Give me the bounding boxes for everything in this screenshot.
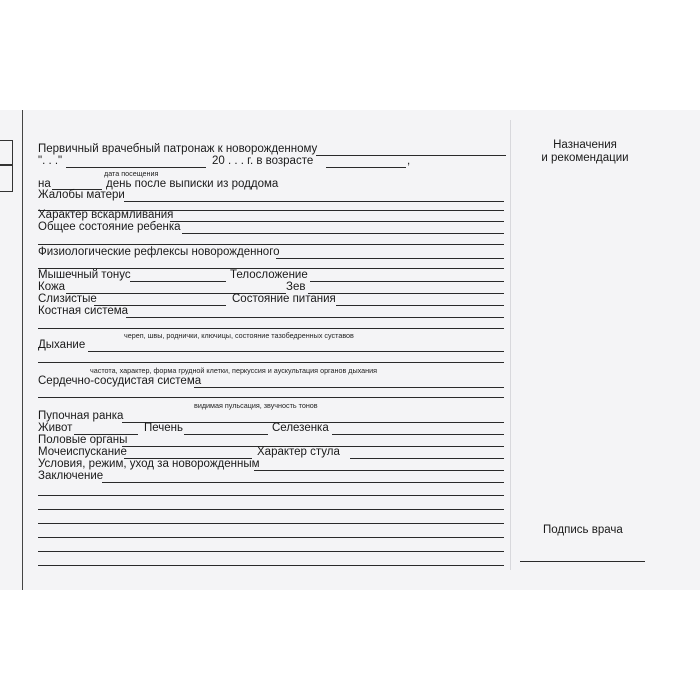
- age-line[interactable]: [326, 167, 406, 168]
- umbilical-label: Пупочная ранка: [38, 410, 124, 422]
- conclusion-line-6[interactable]: [38, 551, 504, 552]
- liver-line[interactable]: [184, 434, 268, 435]
- bone-system-label: Костная система: [38, 305, 129, 317]
- general-state-line-2[interactable]: [38, 244, 504, 245]
- bone-system-hint: череп, швы, роднички, ключицы, состояние тазобедренных суставов: [124, 331, 354, 340]
- breathing-label: Дыхание: [38, 339, 86, 351]
- signature-line: [520, 561, 645, 562]
- date-quote: ". . .": [38, 155, 63, 167]
- complaints-line[interactable]: [124, 201, 504, 202]
- conclusion-line-5[interactable]: [38, 537, 504, 538]
- conclusion-line-3[interactable]: [38, 509, 504, 510]
- spleen-label: Селезенка: [272, 422, 329, 434]
- reflexes-line[interactable]: [276, 258, 504, 259]
- throat-line[interactable]: [308, 293, 504, 294]
- conclusion-line-4[interactable]: [38, 523, 504, 524]
- mucosa-label: Слизистые: [38, 293, 97, 305]
- bone-system-line-2[interactable]: [38, 328, 504, 329]
- build-label: Телосложение: [230, 269, 308, 281]
- left-table-stub: [0, 140, 13, 166]
- nutrition-label: Состояние питания: [232, 293, 336, 305]
- recommendations-header: Назначения и рекомендации: [541, 139, 629, 164]
- left-page-edge: [22, 110, 23, 590]
- signature-label: Подпись врача: [543, 524, 623, 536]
- general-state-label: Общее состояние ребенка: [38, 221, 181, 233]
- skin-label: Кожа: [38, 281, 66, 293]
- spleen-line[interactable]: [332, 434, 504, 435]
- left-table-stub-lower: [0, 164, 13, 192]
- build-line[interactable]: [310, 281, 504, 282]
- form-sheet: [0, 110, 700, 590]
- complaints-label: Жалобы матери: [38, 189, 125, 201]
- feeding-label: Характер вскармливания: [38, 209, 174, 221]
- genitals-label: Половые органы: [38, 434, 128, 446]
- reflexes-label: Физиологические рефлексы новорожденного: [38, 246, 280, 258]
- conclusion-line-2[interactable]: [38, 495, 504, 496]
- urination-label: Мочеиспускание: [38, 446, 127, 458]
- conclusion-label: Заключение: [38, 470, 104, 482]
- conclusion-line-7[interactable]: [38, 565, 504, 566]
- breathing-line[interactable]: [88, 351, 504, 352]
- year-age-label: 20 . . . г. в возрасте: [212, 155, 314, 167]
- breathing-hint: частота, характер, форма грудной клетки, перкуссия и аускультация органов дыхания: [90, 366, 378, 375]
- bone-system-line[interactable]: [126, 317, 504, 318]
- on-label: на: [38, 178, 51, 190]
- feeding-line[interactable]: [170, 221, 504, 222]
- liver-label: Печень: [144, 422, 184, 434]
- throat-label: Зев: [286, 281, 306, 293]
- stool-label: Характер стула: [257, 446, 340, 458]
- day-after-discharge-label: день после выписки из роддома: [106, 178, 279, 190]
- visit-date-line[interactable]: [66, 167, 206, 168]
- column-divider: [510, 120, 511, 570]
- stool-line[interactable]: [350, 458, 504, 459]
- cardio-label: Сердечно-сосудистая система: [38, 375, 202, 387]
- nutrition-line[interactable]: [336, 305, 504, 306]
- comma: ,: [407, 155, 411, 167]
- general-state-line[interactable]: [182, 233, 504, 234]
- cardio-line-2[interactable]: [38, 397, 504, 398]
- breathing-line-2[interactable]: [38, 362, 504, 363]
- conditions-label: Условия, режим, уход за новорожденным: [38, 458, 260, 470]
- newborn-name-line[interactable]: [316, 155, 506, 156]
- cardio-line[interactable]: [194, 387, 504, 388]
- conditions-line[interactable]: [254, 470, 504, 471]
- abdomen-label: Живот: [38, 422, 73, 434]
- conclusion-line[interactable]: [102, 482, 504, 483]
- muscle-tone-line[interactable]: [130, 281, 226, 282]
- muscle-tone-label: Мышечный тонус: [38, 269, 131, 281]
- cardio-hint: видимая пульсация, звучность тонов: [194, 401, 318, 410]
- form-title: Первичный врачебный патронаж к новорожденному: [38, 143, 318, 155]
- visit-date-hint: дата посещения: [104, 169, 159, 178]
